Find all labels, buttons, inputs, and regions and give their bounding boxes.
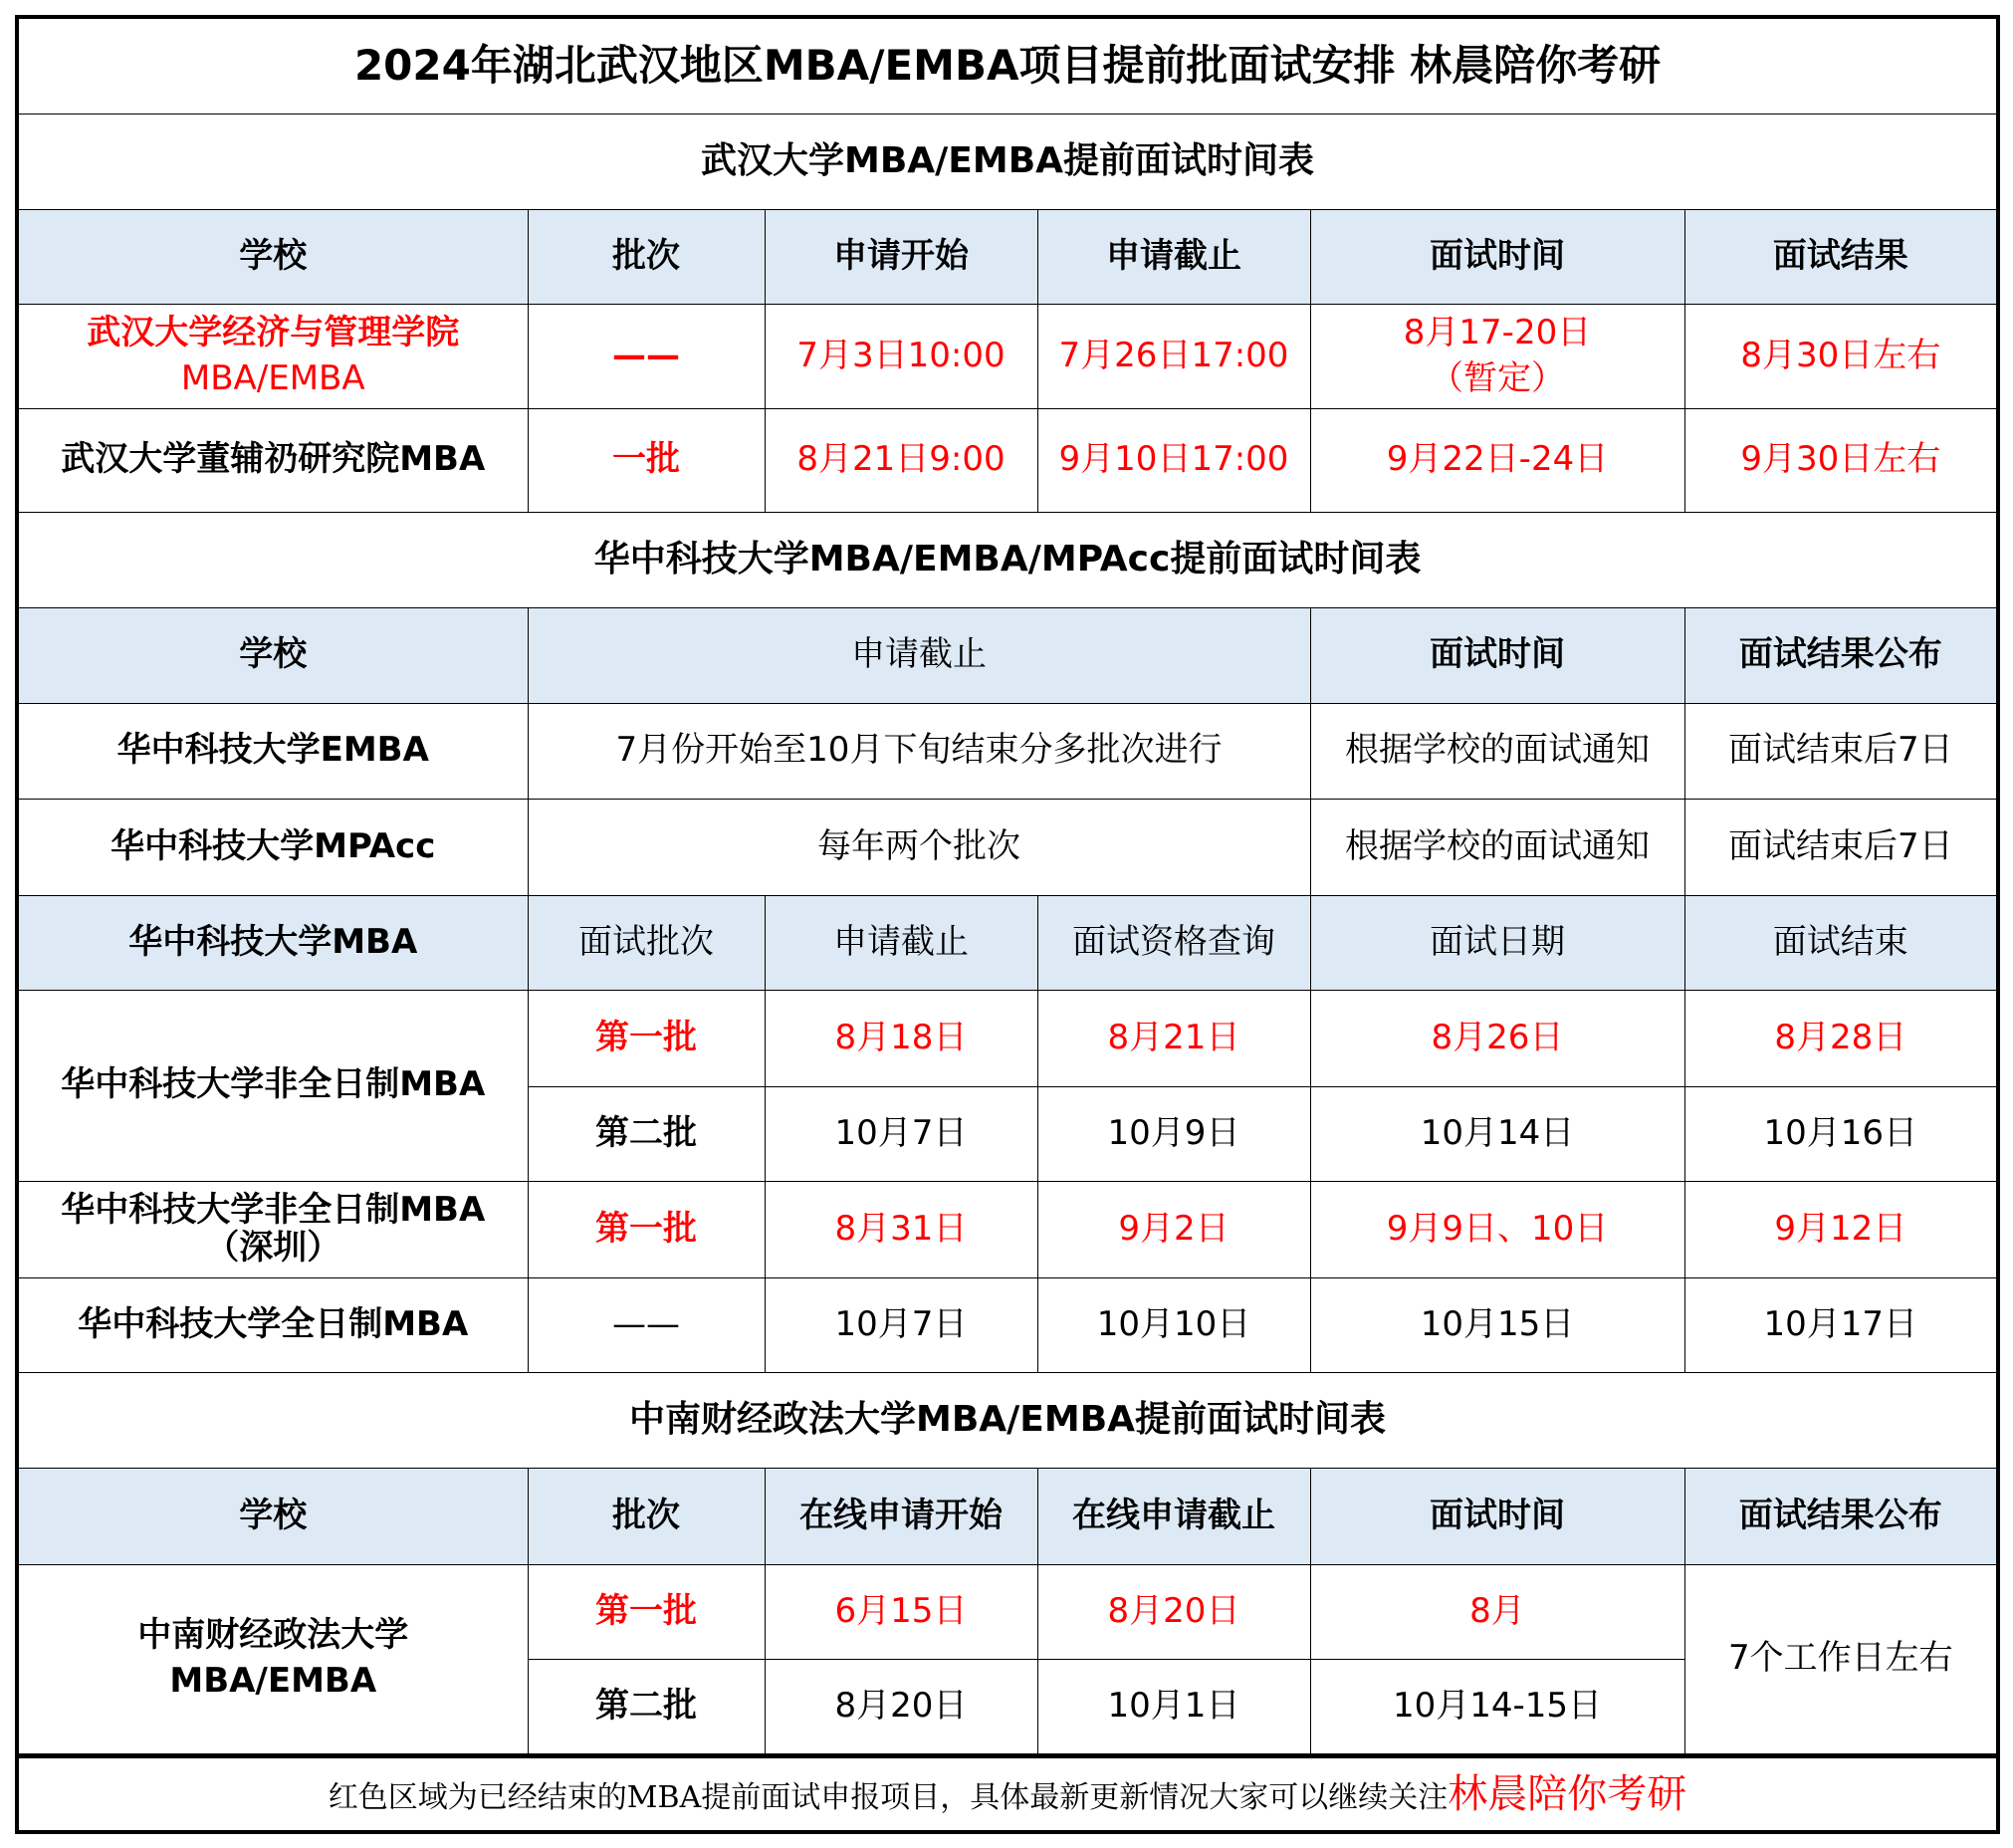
header-deadline: 申请截止 (1037, 209, 1310, 304)
header-interview-date: 面试日期 (1310, 895, 1684, 990)
footer-text: 红色区域为已经结束的MBA提前面试申报项目，具体最新更新情况大家可以继续关注 (328, 1779, 1449, 1815)
table-row (17, 408, 1998, 512)
start-cell: 8月21日9:00 (765, 408, 1037, 512)
header-qualification-query: 面试资格查询 (1037, 895, 1310, 990)
date-cell: 10月14日 (1310, 1086, 1684, 1181)
header-interview-end: 面试结束 (1684, 895, 1998, 990)
deadline-cell: 8月18日 (765, 990, 1037, 1086)
table-row (17, 1564, 1998, 1659)
deadline-cell: 每年两个批次 (528, 799, 1310, 895)
batch-cell: 第二批 (528, 1659, 765, 1755)
batch-cell: 第一批 (528, 1564, 765, 1659)
result-cell: 面试结束后7日 (1684, 799, 1998, 895)
school-cell (17, 1181, 528, 1277)
header-school: 学校 (17, 209, 528, 304)
header-school: 学校 (17, 1468, 528, 1564)
header-start: 申请开始 (765, 209, 1037, 304)
header-batch: 批次 (528, 1468, 765, 1564)
batch-cell: —— (528, 304, 765, 408)
school-cell: 华中科技大学EMBA (17, 703, 528, 799)
header-interview: 面试时间 (1310, 607, 1684, 703)
school-program: MBA/EMBA (180, 357, 365, 398)
query-cell: 9月2日 (1037, 1181, 1310, 1277)
batch-cell: 第二批 (528, 1086, 765, 1181)
header-result: 面试结果 (1684, 209, 1998, 304)
deadline-cell: 7月26日17:00 (1037, 304, 1310, 408)
batch-cell: 一批 (528, 408, 765, 512)
result-cell: 面试结束后7日 (1684, 703, 1998, 799)
table-row (17, 990, 1998, 1086)
header-interview: 面试时间 (1310, 1468, 1684, 1564)
deadline-cell: 8月31日 (765, 1181, 1037, 1277)
date-cell: 10月15日 (1310, 1277, 1684, 1372)
school-name: 华中科技大学非全日制MBA (61, 1190, 486, 1231)
whu-section-title: 武汉大学MBA/EMBA提前面试时间表 (17, 114, 1998, 209)
batch-cell: 第一批 (528, 990, 765, 1086)
interview-cell: 10月14-15日 (1310, 1659, 1684, 1755)
school-cell (17, 304, 528, 408)
table-row (17, 799, 1998, 895)
batch-cell: —— (528, 1277, 765, 1372)
header-result: 面试结果公布 (1684, 1468, 1998, 1564)
deadline-cell: 10月1日 (1037, 1659, 1310, 1755)
interview-schedule-table (15, 15, 2000, 1834)
deadline-cell: 8月20日 (1037, 1564, 1310, 1659)
end-cell: 10月17日 (1684, 1277, 1998, 1372)
interview-cell: 根据学校的面试通知 (1310, 799, 1684, 895)
page-title: 2024年湖北武汉地区MBA/EMBA项目提前批面试安排 林晨陪你考研 (17, 17, 1998, 114)
table-row (17, 1277, 1998, 1372)
date-cell: 8月26日 (1310, 990, 1684, 1086)
school-program: MBA/EMBA (169, 1661, 377, 1701)
result-cell: 8月30日左右 (1684, 304, 1998, 408)
deadline-cell: 10月7日 (765, 1086, 1037, 1181)
header-result: 面试结果公布 (1684, 607, 1998, 703)
header-online-deadline: 在线申请截止 (1037, 1468, 1310, 1564)
header-interview: 面试时间 (1310, 209, 1684, 304)
interview-date: 8月17-20日 (1403, 312, 1592, 352)
date-cell: 9月9日、10日 (1310, 1181, 1684, 1277)
footer-note (17, 1755, 1998, 1832)
deadline-cell: 9月10日17:00 (1037, 408, 1310, 512)
result-cell: 9月30日左右 (1684, 408, 1998, 512)
header-batch: 批次 (528, 209, 765, 304)
end-cell: 9月12日 (1684, 1181, 1998, 1277)
table-row (17, 703, 1998, 799)
school-name: 武汉大学经济与管理学院 (87, 312, 460, 352)
interview-cell: 根据学校的面试通知 (1310, 703, 1684, 799)
school-cell: 武汉大学董辅礽研究院MBA (17, 408, 528, 512)
header-deadline: 申请截止 (765, 895, 1037, 990)
school-cell: 华中科技大学全日制MBA (17, 1277, 528, 1372)
query-cell: 8月21日 (1037, 990, 1310, 1086)
start-cell: 8月20日 (765, 1659, 1037, 1755)
batch-cell: 第一批 (528, 1181, 765, 1277)
hust-section-title: 华中科技大学MBA/EMBA/MPAcc提前面试时间表 (17, 512, 1998, 607)
deadline-cell: 7月份开始至10月下旬结束分多批次进行 (528, 703, 1310, 799)
table-row (17, 1181, 1998, 1277)
school-cell (17, 1564, 528, 1755)
query-cell: 10月10日 (1037, 1277, 1310, 1372)
footer-brand: 林晨陪你考研 (1448, 1770, 1687, 1817)
school-cell: 华中科技大学MPAcc (17, 799, 528, 895)
zuel-section-title: 中南财经政法大学MBA/EMBA提前面试时间表 (17, 1372, 1998, 1468)
header-mba-school: 华中科技大学MBA (17, 895, 528, 990)
school-name: 中南财经政法大学 (137, 1615, 409, 1656)
table-row (17, 304, 1998, 408)
start-cell: 7月3日10:00 (765, 304, 1037, 408)
school-campus: （深圳） (205, 1227, 341, 1268)
interview-cell: 9月22日-24日 (1310, 408, 1684, 512)
query-cell: 10月9日 (1037, 1086, 1310, 1181)
end-cell: 8月28日 (1684, 990, 1998, 1086)
school-cell: 华中科技大学非全日制MBA (17, 990, 528, 1181)
interview-cell (1310, 304, 1684, 408)
interview-note: （暂定） (1430, 357, 1565, 398)
header-online-start: 在线申请开始 (765, 1468, 1037, 1564)
end-cell: 10月16日 (1684, 1086, 1998, 1181)
header-batch: 面试批次 (528, 895, 765, 990)
interview-cell: 8月 (1310, 1564, 1684, 1659)
result-cell: 7个工作日左右 (1684, 1564, 1998, 1755)
header-deadline: 申请截止 (528, 607, 1310, 703)
start-cell: 6月15日 (765, 1564, 1037, 1659)
deadline-cell: 10月7日 (765, 1277, 1037, 1372)
header-school: 学校 (17, 607, 528, 703)
